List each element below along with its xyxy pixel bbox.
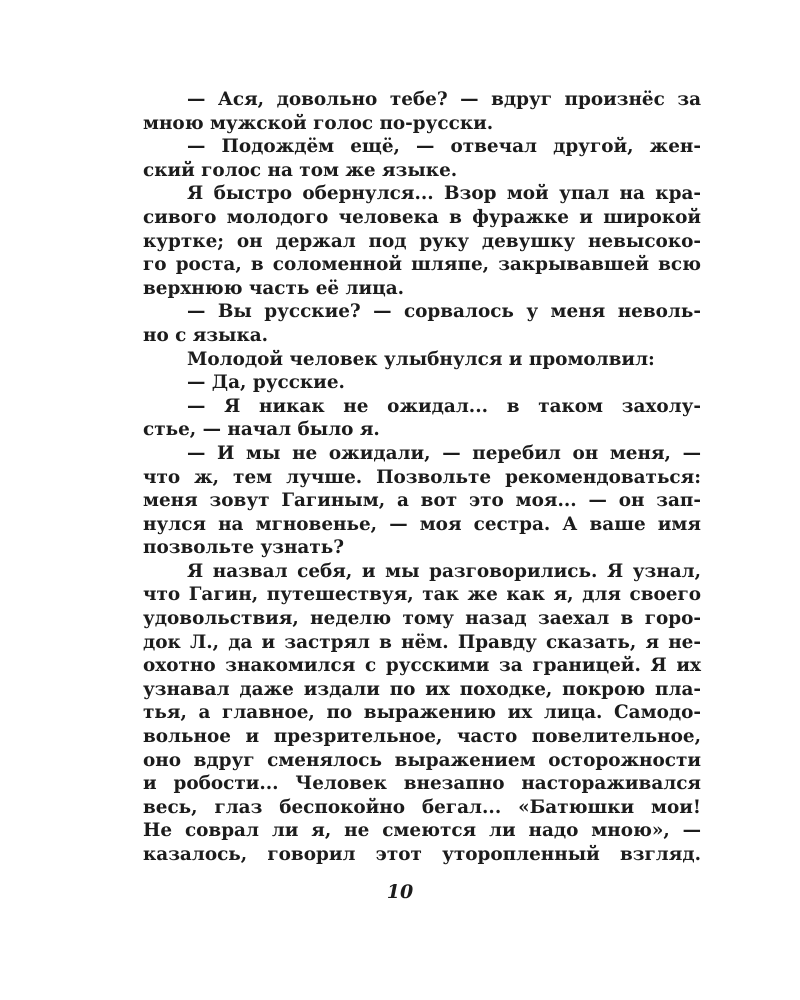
text-line: удовольствия, неделю тому назад заехал в горо- (143, 608, 701, 630)
text-line: док Л., да и застрял в нём. Правду сказать, я не- (143, 631, 701, 653)
text-line: стье, — начал было я. (143, 419, 380, 441)
text-line: — Я никак не ожидал... в таком захолу- (187, 395, 701, 417)
text-line: верхнюю часть её лица. (143, 277, 405, 299)
text-line: мною мужской голос по-русски. (143, 112, 494, 134)
text-line: но с языка. (143, 324, 269, 346)
text-line: оно вдруг сменялось выражением осторожности (143, 749, 701, 771)
text-line: го роста, в соломенной шляпе, закрывавшей всю (143, 254, 701, 276)
text-line: весь, глаз беспокойно бегал... «Батюшки мои! (143, 796, 701, 818)
text-line: Я назвал себя, и мы разговорились. Я узнал, (187, 560, 701, 582)
text-line: Не соврал ли я, не смеются ли надо мною», — (143, 820, 701, 842)
text-line: сивого молодого человека в фуражке и широкой (143, 206, 701, 228)
text-line: — И мы не ожидали, — перебил он меня, — (187, 442, 701, 464)
text-line: что Гагин, путешествуя, так же как я, для своего (143, 584, 701, 606)
text-line: — Подождём ещё, — отвечал другой, жен- (187, 136, 701, 158)
text-line: нулся на мгновенье, — моя сестра. А ваше имя (143, 513, 701, 535)
text-line: ский голос на том же языке. (143, 159, 458, 181)
text-line: — Вы русские? — сорвалось у меня неволь- (187, 301, 701, 323)
text-line: что ж, тем лучше. Позвольте рекомендоваться: (143, 466, 701, 488)
text-line: меня зовут Гагиным, а вот это моя... — он зап- (143, 490, 701, 512)
text-line: Молодой человек улыбнулся и промолвил: (187, 348, 655, 370)
text-line: позвольте узнать? (143, 537, 344, 559)
text-line: Я быстро обернулся... Взор мой упал на кра- (187, 183, 701, 205)
text-line: и робости... Человек внезапно настораживался (143, 773, 701, 795)
text-line: вольное и презрительное, часто повелительное, (143, 726, 701, 748)
text-line: тья, а главное, по выражению их лица. Самодо- (143, 702, 701, 724)
book-page-text (143, 88, 701, 867)
page-number: 10 (386, 881, 414, 903)
text-line: — Ася, довольно тебе? — вдруг произнёс за (187, 89, 701, 110)
text-line: казалось, говорил этот уторопленный взгляд. (143, 844, 701, 865)
text-line: охотно знакомился с русскими за границей. Я их (143, 655, 701, 677)
text-line: — Да, русские. (187, 372, 345, 394)
text-line: узнавал даже издали по их походке, покрою пла- (143, 678, 701, 700)
text-line: куртке; он держал под руку девушку невысоко- (143, 230, 701, 252)
